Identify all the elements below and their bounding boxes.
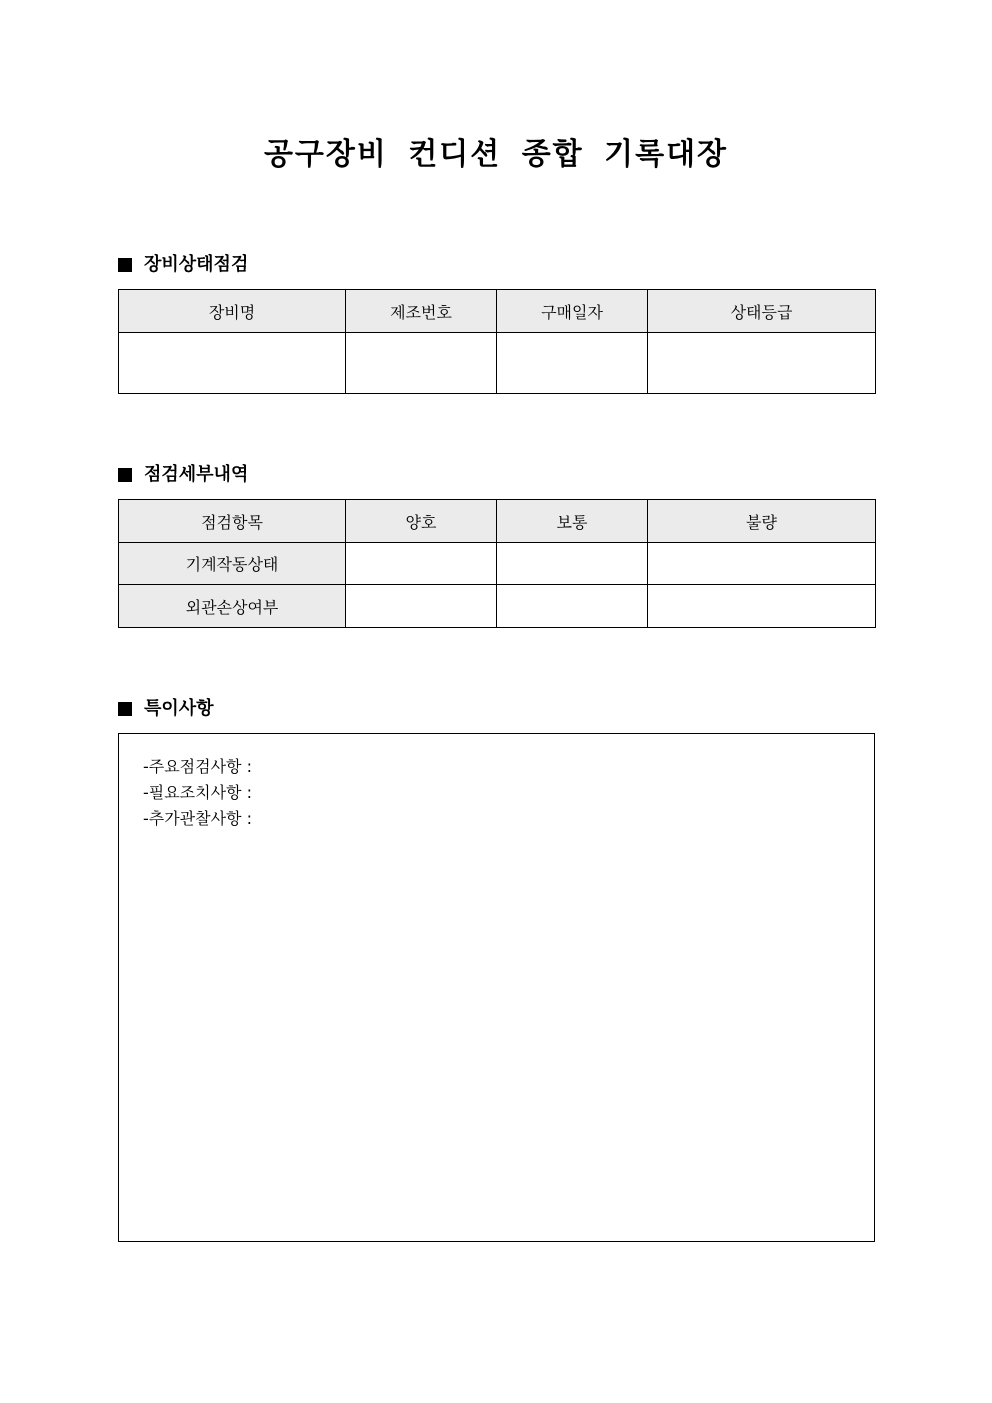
remark-line-additional-observation: -추가관찰사항 : [143,809,252,828]
good-check-cell[interactable] [346,585,497,628]
good-check-cell[interactable] [346,543,497,585]
header-cell-normal: 보통 [497,500,648,543]
table-header-row [119,500,876,543]
header-cell-serial-number: 제조번호 [346,290,497,333]
square-bullet-icon [118,468,132,482]
table-row [119,585,876,628]
remarks-textarea[interactable] [118,733,875,1242]
table-row [119,333,876,394]
table-header-row [119,290,876,333]
remark-line-required-action: -필요조치사항 : [143,783,252,802]
table-row [119,543,876,585]
equipment-status-table [118,289,876,394]
square-bullet-icon [118,258,132,272]
section-heading-label: 점검세부내역 [144,464,249,485]
equipment-name-field[interactable] [119,333,346,394]
section-heading-equipment-status [118,253,248,277]
section-heading-label: 특이사항 [144,698,214,719]
section-heading-inspection-details [118,463,248,487]
row-label-machine-operation: 기계작동상태 [119,543,346,585]
bad-check-cell[interactable] [648,585,876,628]
remarks-list [143,754,252,832]
remark-line-main-inspection: -주요점검사항 : [143,757,252,776]
header-cell-equipment-name: 장비명 [119,290,346,333]
normal-check-cell[interactable] [497,585,648,628]
inspection-details-table [118,499,876,628]
page-title: 공구장비 컨디션 종합 기록대장 [263,137,729,172]
header-cell-inspection-item: 점검항목 [119,500,346,543]
purchase-date-field[interactable] [497,333,648,394]
header-cell-condition-grade: 상태등급 [648,290,876,333]
row-label-exterior-damage: 외관손상여부 [119,585,346,628]
bad-check-cell[interactable] [648,543,876,585]
serial-number-field[interactable] [346,333,497,394]
header-cell-purchase-date: 구매일자 [497,290,648,333]
normal-check-cell[interactable] [497,543,648,585]
section-heading-remarks [118,697,214,721]
section-heading-label: 장비상태점검 [144,254,249,275]
header-cell-bad: 불량 [648,500,876,543]
header-cell-good: 양호 [346,500,497,543]
condition-grade-field[interactable] [648,333,876,394]
square-bullet-icon [118,702,132,716]
